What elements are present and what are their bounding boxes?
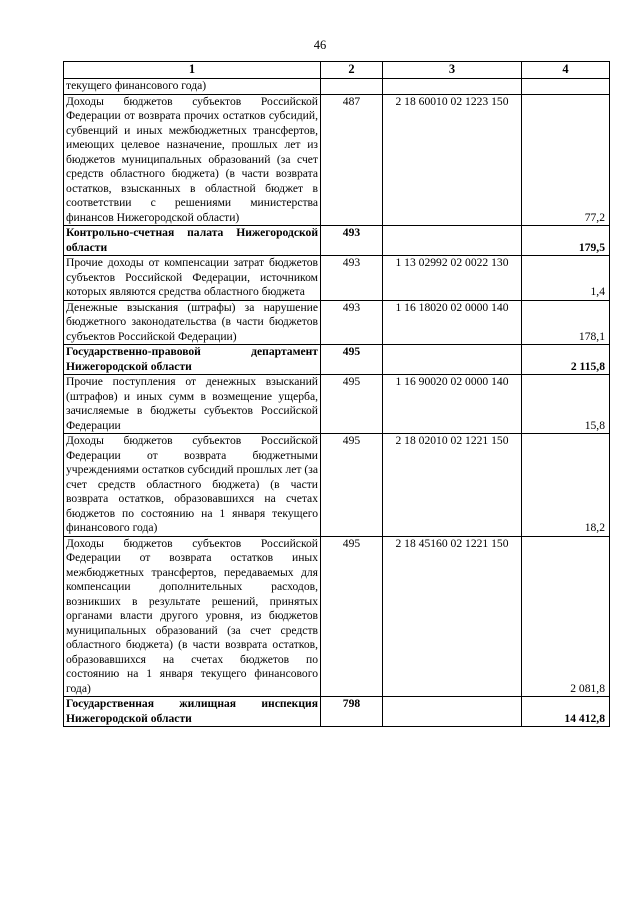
section-title: Государственно-правовой департамент Нижегородской области <box>64 345 321 375</box>
table-row <box>64 94 610 226</box>
row-description: Доходы бюджетов субъектов Российской Федерации от возврата бюджетными учреждениями остатков субсидий прошлых лет (за счет средств областного бюджета) (в части возврата остатков, образовавшихся на счетах бюджетов по состоянию на 1 января текущего финансового года) <box>64 434 321 537</box>
page-number: 46 <box>313 38 327 52</box>
table-row <box>64 434 610 537</box>
row-description: Доходы бюджетов субъектов Российской Федерации от возврата прочих остатков субсидий, субвенций и иных межбюджетных трансфертов, имеющих целевое назначение, прошлых лет из бюджетов муниципальных образований (за счет средств областного бюджета) (в части возврата остатков, взысканных в областной бюджет в соответствии с решениями министерства финансов Нижегородской области) <box>64 94 321 226</box>
row-admin-code: 495 <box>321 375 383 434</box>
row-description: Прочие доходы от компенсации затрат бюджетов субъектов Российской Федерации, источником которых являются средства областного бюджета <box>64 256 321 301</box>
row-budget-code: 2 18 60010 02 1223 150 <box>383 94 522 226</box>
revenue-table <box>63 61 610 727</box>
table-row-section <box>64 226 610 256</box>
header-col-1: 1 <box>64 62 321 79</box>
row-description: Денежные взыскания (штрафы) за нарушение бюджетного законодательства (в части бюджетов субъектов Российской Федерации) <box>64 300 321 345</box>
row-budget-code: 1 13 02992 02 0022 130 <box>383 256 522 301</box>
row-amount: 1,4 <box>522 256 610 301</box>
table-row <box>64 375 610 434</box>
header-col-3: 3 <box>383 62 522 79</box>
row-admin-code: 493 <box>321 300 383 345</box>
row-admin-code: 798 <box>321 697 383 727</box>
section-total: 179,5 <box>522 226 610 256</box>
table-row-section <box>64 345 610 375</box>
row-admin-code: 493 <box>321 256 383 301</box>
row-budget-code <box>383 345 522 375</box>
table-row <box>64 536 610 697</box>
row-budget-code: 1 16 18020 02 0000 140 <box>383 300 522 345</box>
row-amount <box>522 79 610 95</box>
section-title: Государственная жилищная инспекция Нижегородской области <box>64 697 321 727</box>
row-budget-code <box>383 79 522 95</box>
row-amount: 77,2 <box>522 94 610 226</box>
row-description: Доходы бюджетов субъектов Российской Федерации от возврата остатков иных межбюджетных трансфертов, передаваемых для компенсации дополнительных расходов, возникших в результате решений, принятых органами власти другого уровня, из бюджетов муниципальных образований (за счет средств областного бюджета) (в части возврата остатков, образовавшихся на счетах бюджетов по состоянию на 1 января текущего финансового года) <box>64 536 321 697</box>
section-total: 2 115,8 <box>522 345 610 375</box>
row-amount: 15,8 <box>522 375 610 434</box>
table-row <box>64 300 610 345</box>
row-admin-code: 493 <box>321 226 383 256</box>
row-admin-code: 495 <box>321 345 383 375</box>
section-title: Контрольно-счетная палата Нижегородской области <box>64 226 321 256</box>
row-amount: 2 081,8 <box>522 536 610 697</box>
header-col-4: 4 <box>522 62 610 79</box>
row-admin-code <box>321 79 383 95</box>
section-total: 14 412,8 <box>522 697 610 727</box>
row-budget-code: 1 16 90020 02 0000 140 <box>383 375 522 434</box>
table-row-section <box>64 697 610 727</box>
row-budget-code: 2 18 02010 02 1221 150 <box>383 434 522 537</box>
row-description: текущего финансового года) <box>64 79 321 95</box>
row-admin-code: 495 <box>321 434 383 537</box>
table-row <box>64 79 610 95</box>
row-description: Прочие поступления от денежных взысканий (штрафов) и иных сумм в возмещение ущерба, зачисляемые в бюджеты субъектов Российской Федерации <box>64 375 321 434</box>
table-header-row <box>64 62 610 79</box>
row-admin-code: 495 <box>321 536 383 697</box>
header-col-2: 2 <box>321 62 383 79</box>
row-budget-code <box>383 697 522 727</box>
row-budget-code: 2 18 45160 02 1221 150 <box>383 536 522 697</box>
row-admin-code: 487 <box>321 94 383 226</box>
row-amount: 178,1 <box>522 300 610 345</box>
table-row <box>64 256 610 301</box>
row-amount: 18,2 <box>522 434 610 537</box>
row-budget-code <box>383 226 522 256</box>
